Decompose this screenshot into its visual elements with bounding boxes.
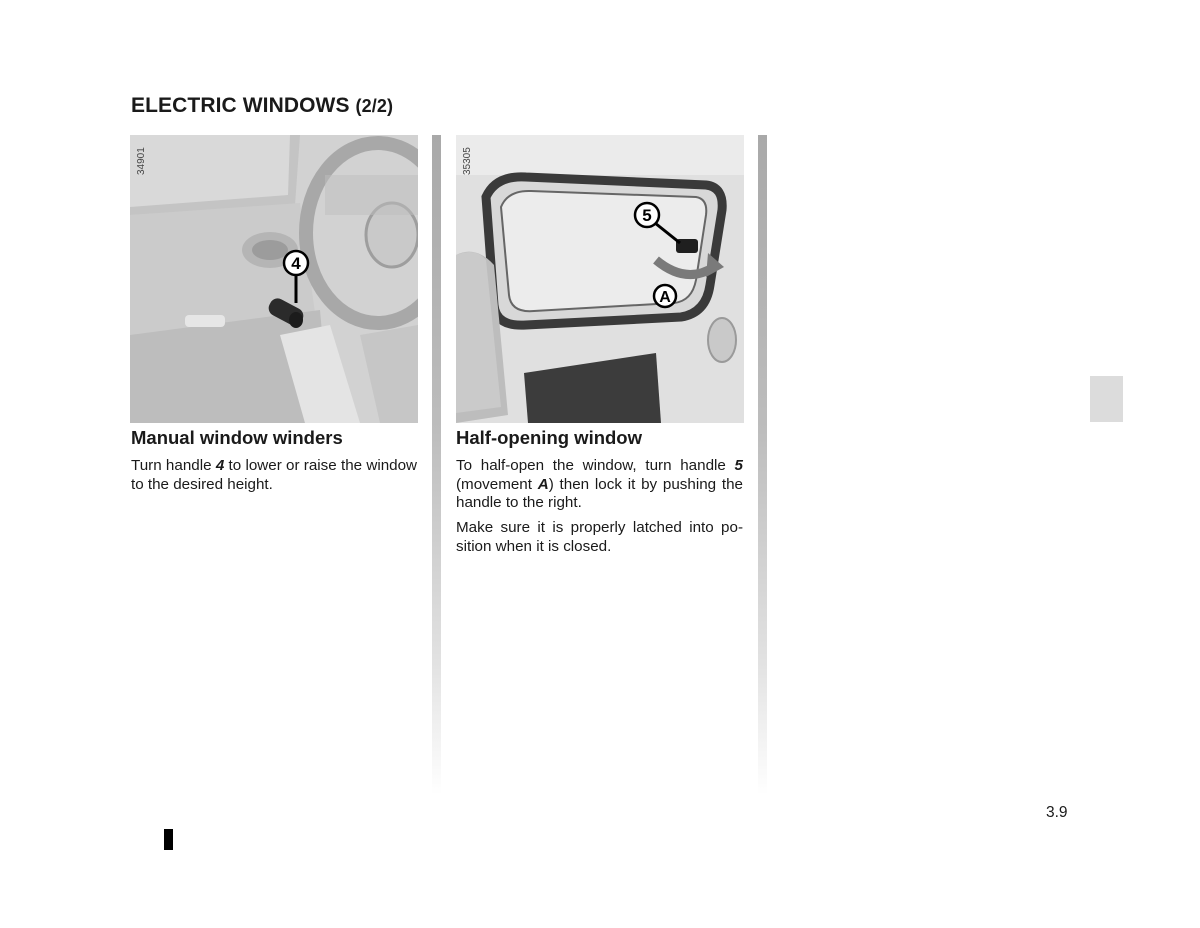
handle-ref-4: 4 (215, 457, 225, 474)
handle-ref-5: 5 (734, 457, 743, 474)
figure-code-35305: 35305 (462, 147, 473, 175)
manual-winders-heading: Manual window winders (131, 427, 343, 448)
callout-4: 4 (291, 254, 301, 273)
manual-text-end: to lower or raise the window to the desired height. (131, 457, 417, 493)
section-tab (1090, 376, 1123, 422)
half-opening-text (456, 457, 743, 513)
page-number: 3.9 (1046, 804, 1068, 821)
column-separator (432, 135, 441, 795)
door-winder-photo (130, 135, 418, 423)
half-text-a: To half-open the window, turn handle (456, 457, 735, 474)
manual-text-start: Turn handle (131, 457, 216, 474)
callout-5: 5 (642, 206, 652, 225)
title-text: ELECTRIC WINDOWS (131, 94, 350, 117)
half-opening-heading: Half-opening window (456, 427, 643, 448)
half-text-c: ) then lock it by pushing the handle to the right. (456, 475, 743, 511)
column-separator-right (758, 135, 767, 795)
title-page-part: (2/2) (355, 96, 394, 116)
latch-note-text: Make sure it is properly latched into po-sition when it is closed. (456, 519, 743, 555)
half-opening-window-photo (456, 135, 744, 423)
figure-code-34901: 34901 (136, 147, 147, 175)
page-title (131, 94, 393, 118)
print-mark (164, 829, 173, 850)
callout-A: A (659, 289, 671, 306)
half-text-b: (movement (456, 475, 538, 493)
movement-ref-A: A (537, 475, 549, 493)
manual-winders-text (131, 457, 417, 494)
